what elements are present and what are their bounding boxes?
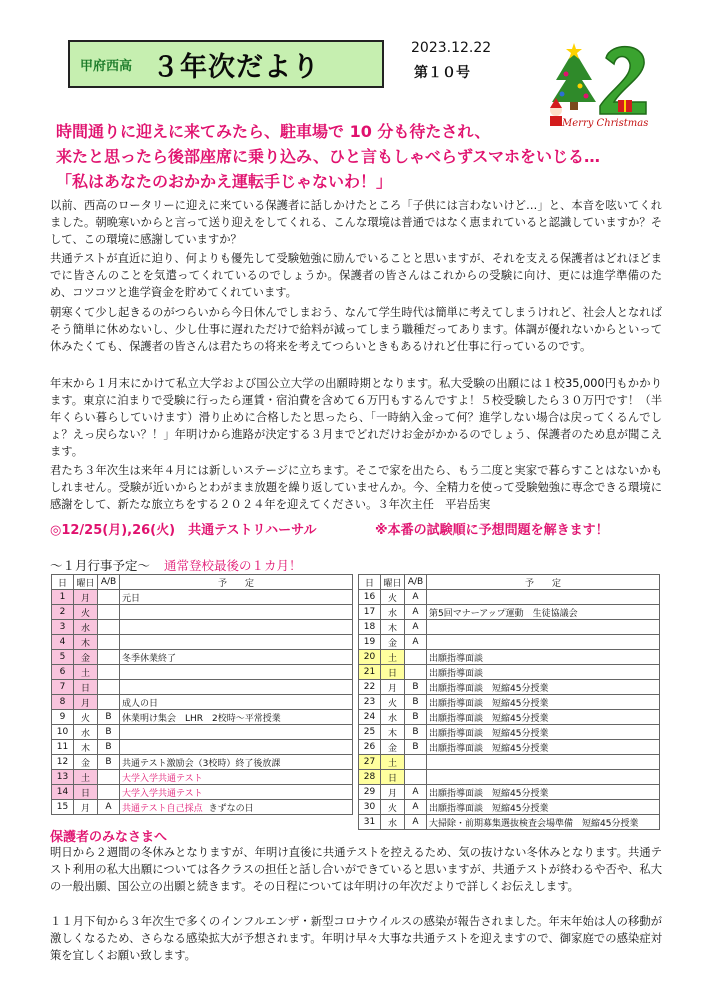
weekday-cell: 土 bbox=[381, 650, 405, 665]
schedule-cell bbox=[120, 785, 353, 800]
schedule-cell bbox=[120, 800, 353, 815]
table-row bbox=[359, 665, 660, 680]
schedule-cell bbox=[120, 740, 353, 755]
day-cell: 8 bbox=[52, 695, 74, 710]
day-cell: 20 bbox=[359, 650, 381, 665]
schedule-text: 休業明け集会 LHR 2校時～平常授業 bbox=[122, 713, 281, 724]
header-day: 日 bbox=[359, 575, 381, 590]
schedule-cell bbox=[120, 665, 353, 680]
ab-cell: B bbox=[405, 680, 427, 695]
day-cell: 21 bbox=[359, 665, 381, 680]
day-cell: 31 bbox=[359, 815, 381, 830]
weekday-cell: 月 bbox=[381, 680, 405, 695]
schedule-text: 出願指導面談 bbox=[429, 653, 484, 664]
weekday-cell: 火 bbox=[74, 710, 98, 725]
ab-cell: B bbox=[98, 755, 120, 770]
weekday-cell: 日 bbox=[381, 770, 405, 785]
guardians-heading: 保護者のみなさまへ bbox=[50, 830, 168, 845]
day-cell: 2 bbox=[52, 605, 74, 620]
day-cell: 6 bbox=[52, 665, 74, 680]
schedule-text: 冬季休業終了 bbox=[122, 653, 177, 664]
issue-number: 第１０号 bbox=[414, 65, 470, 81]
table-row bbox=[52, 620, 353, 635]
schedule-text: 大掃除・前期募集選抜検査会場準備 短縮45分授業 bbox=[429, 818, 639, 829]
schedule-text: 出願指導面談 短縮45分授業 bbox=[429, 728, 549, 739]
ab-cell bbox=[98, 770, 120, 785]
schedule-cell bbox=[427, 710, 660, 725]
headline-line-2: 来たと思ったら後部座席に乗り込み、ひと言もしゃべらずスマホをいじる… bbox=[56, 147, 601, 166]
weekday-cell: 金 bbox=[381, 635, 405, 650]
schedule-cell bbox=[120, 605, 353, 620]
table-header-row bbox=[52, 575, 353, 590]
weekday-cell: 木 bbox=[74, 740, 98, 755]
schedule-text: 出願指導面談 短縮45分授業 bbox=[429, 803, 549, 814]
schedule-text: 大学入学共通テスト bbox=[122, 773, 203, 784]
header-schedule: 予 定 bbox=[427, 575, 660, 590]
events-title: ～１月行事予定～ bbox=[50, 558, 151, 573]
day-cell: 15 bbox=[52, 800, 74, 815]
ab-cell bbox=[98, 650, 120, 665]
rehearsal-notice bbox=[50, 519, 670, 538]
day-cell: 12 bbox=[52, 755, 74, 770]
day-cell: 19 bbox=[359, 635, 381, 650]
schedule-cell bbox=[427, 650, 660, 665]
table-row bbox=[359, 695, 660, 710]
schedule-text: 成人の日 bbox=[122, 698, 159, 709]
day-cell: 16 bbox=[359, 590, 381, 605]
schedule-text: 出願指導面談 bbox=[429, 668, 484, 679]
table-row bbox=[52, 800, 353, 815]
table-row bbox=[359, 650, 660, 665]
schedule-cell bbox=[427, 695, 660, 710]
merry-christmas-text: Merry Christmas bbox=[562, 118, 649, 129]
ab-cell bbox=[98, 680, 120, 695]
ab-cell bbox=[405, 650, 427, 665]
table-row bbox=[359, 770, 660, 785]
ab-cell: A bbox=[405, 800, 427, 815]
schedule-cell bbox=[427, 725, 660, 740]
schedule-text: 出願指導面談 短縮45分授業 bbox=[429, 683, 549, 694]
ab-cell: A bbox=[405, 815, 427, 830]
weekday-cell: 水 bbox=[381, 815, 405, 830]
paragraph-2: 共通テストが直近に迫り、何よりも優先して受験勉強に励んでいることと思いますが、それを支える保護者はどれほどまでに皆さんのことを気遣ってくれているのでしょうか。保護者の皆さんはこれからの受験に向け、更には進学準備のため、コツコツと進学資金を貯めてくれています。 bbox=[50, 252, 662, 299]
ab-cell: B bbox=[98, 740, 120, 755]
events-subtitle: 通常登校最後の１カ月！ bbox=[164, 558, 302, 573]
table-row bbox=[359, 755, 660, 770]
schedule-cell bbox=[120, 710, 353, 725]
ab-cell: B bbox=[98, 710, 120, 725]
schedule-cell bbox=[427, 605, 660, 620]
schedule-cell bbox=[427, 815, 660, 830]
table-row bbox=[52, 665, 353, 680]
rehearsal-date: ◎12/25(月),26(火) 共通テストリハーサル bbox=[50, 523, 317, 538]
weekday-cell: 日 bbox=[381, 665, 405, 680]
header-weekday: 曜日 bbox=[74, 575, 98, 590]
day-cell: 1 bbox=[52, 590, 74, 605]
schedule-cell bbox=[120, 755, 353, 770]
weekday-cell: 木 bbox=[381, 725, 405, 740]
day-cell: 5 bbox=[52, 650, 74, 665]
schedule-extra-text: きずなの日 bbox=[208, 803, 254, 814]
schedule-cell bbox=[427, 740, 660, 755]
weekday-cell: 月 bbox=[381, 785, 405, 800]
ab-cell bbox=[98, 635, 120, 650]
newsletter-title: ３年次だより bbox=[152, 51, 321, 83]
header-day: 日 bbox=[52, 575, 74, 590]
ab-cell: A bbox=[405, 605, 427, 620]
ab-cell bbox=[405, 665, 427, 680]
issue-date: 2023.12.22 bbox=[411, 40, 492, 56]
schedule-cell bbox=[120, 635, 353, 650]
ab-cell: A bbox=[405, 785, 427, 800]
day-cell: 24 bbox=[359, 710, 381, 725]
weekday-cell: 金 bbox=[381, 740, 405, 755]
schedule-cell bbox=[427, 620, 660, 635]
table-row bbox=[359, 815, 660, 830]
paragraph-1: 以前、西高のロータリーに迎えに来ている保護者に話しかけたところ「子供には言わないけど…」と、本音を呟いてくれました。朝晩寒いからと言って送り迎えをしてくれる、こんな環境は普通ではなく恵まれていると認識していますか？そして、この環境に感謝していますか？ bbox=[50, 199, 662, 246]
schedule-text: 元日 bbox=[122, 593, 141, 604]
schedule-text: 大学入学共通テスト bbox=[122, 788, 203, 799]
schedule-text: 出願指導面談 短縮45分授業 bbox=[429, 713, 549, 724]
headline-line-1: 時間通りに迎えに来てみたら、駐車場で 10 分も待たされ、 bbox=[56, 122, 491, 141]
schedule-cell bbox=[427, 680, 660, 695]
ab-cell: A bbox=[405, 590, 427, 605]
day-cell: 14 bbox=[52, 785, 74, 800]
schedule-text: 出願指導面談 短縮45分授業 bbox=[429, 698, 549, 709]
table-row bbox=[359, 620, 660, 635]
table-row bbox=[359, 710, 660, 725]
christmas-illustration bbox=[548, 40, 658, 130]
weekday-cell: 火 bbox=[381, 695, 405, 710]
schedule-cell bbox=[120, 695, 353, 710]
day-cell: 26 bbox=[359, 740, 381, 755]
events-heading bbox=[50, 556, 302, 574]
table-row bbox=[359, 800, 660, 815]
ab-cell bbox=[98, 785, 120, 800]
weekday-cell: 土 bbox=[74, 770, 98, 785]
day-cell: 18 bbox=[359, 620, 381, 635]
day-cell: 22 bbox=[359, 680, 381, 695]
schedule-cell bbox=[120, 590, 353, 605]
ab-cell bbox=[98, 605, 120, 620]
ab-cell: B bbox=[405, 740, 427, 755]
ab-cell: B bbox=[405, 725, 427, 740]
ab-cell bbox=[98, 665, 120, 680]
weekday-cell: 日 bbox=[74, 680, 98, 695]
weekday-cell: 土 bbox=[74, 665, 98, 680]
header-schedule: 予 定 bbox=[120, 575, 353, 590]
table-row bbox=[52, 680, 353, 695]
ab-cell bbox=[98, 620, 120, 635]
events-table-right bbox=[358, 574, 660, 830]
schedule-cell bbox=[427, 665, 660, 680]
table-row bbox=[52, 695, 353, 710]
weekday-cell: 水 bbox=[381, 710, 405, 725]
guardians-paragraph-1: 明日から２週間の冬休みとなりますが、年明け直後に共通テストを控えるため、気の抜けない冬休みとなります。共通テスト利用の私大出願については各クラスの担任と話し合いができていると思いますが、共通テストが終わるや否や、私大の一般出願、国公立の出願と続きます。その日程については年明けの年次だよりで詳しくお伝えします。 bbox=[50, 846, 662, 893]
weekday-cell: 火 bbox=[74, 605, 98, 620]
weekday-cell: 火 bbox=[381, 590, 405, 605]
ab-cell: A bbox=[98, 800, 120, 815]
newsletter-title-box bbox=[68, 40, 384, 88]
events-table-left bbox=[51, 574, 353, 815]
weekday-cell: 火 bbox=[381, 800, 405, 815]
table-row bbox=[359, 680, 660, 695]
day-cell: 29 bbox=[359, 785, 381, 800]
schedule-cell bbox=[427, 590, 660, 605]
table-row bbox=[52, 785, 353, 800]
table-header-row bbox=[359, 575, 660, 590]
ab-cell: B bbox=[405, 695, 427, 710]
weekday-cell: 木 bbox=[381, 620, 405, 635]
ab-cell bbox=[405, 755, 427, 770]
day-cell: 10 bbox=[52, 725, 74, 740]
schedule-cell bbox=[120, 725, 353, 740]
ab-cell bbox=[405, 770, 427, 785]
headline bbox=[56, 119, 676, 194]
day-cell: 13 bbox=[52, 770, 74, 785]
table-row bbox=[359, 740, 660, 755]
weekday-cell: 水 bbox=[74, 620, 98, 635]
table-row bbox=[52, 710, 353, 725]
weekday-cell: 月 bbox=[74, 800, 98, 815]
weekday-cell: 水 bbox=[381, 605, 405, 620]
rehearsal-note: ※本番の試験順に予想問題を解きます！ bbox=[375, 523, 609, 538]
weekday-cell: 木 bbox=[74, 635, 98, 650]
table-row bbox=[52, 725, 353, 740]
paragraph-4: 年末から１月末にかけて私立大学および国公立大学の出願時期となります。私大受験の出願には１校35,000円もかかります。東京に泊まりで受験に行ったら運賃・宿泊費を含めて６万円もするんですよ！５校受験したら３０万円です！（半年くらい暮らしていけます）滑り止めに合格したと思ったら、「一時納入金って何？進学しない場合は戻ってくるんでしょ？えっ戻らない？！」年明けから進路が決定する３月までどれだけお金がかかるのでしょう、保護者のため息が聞こえます。 bbox=[50, 377, 662, 458]
ab-cell bbox=[98, 590, 120, 605]
table-row bbox=[52, 635, 353, 650]
day-cell: 17 bbox=[359, 605, 381, 620]
ab-cell: A bbox=[405, 620, 427, 635]
day-cell: 9 bbox=[52, 710, 74, 725]
day-cell: 4 bbox=[52, 635, 74, 650]
day-cell: 28 bbox=[359, 770, 381, 785]
headline-line-3: 「私はあなたのおかかえ運転手じゃないわ！」 bbox=[56, 172, 393, 191]
table-row bbox=[359, 605, 660, 620]
day-cell: 23 bbox=[359, 695, 381, 710]
paragraph-3: 朝寒くて少し起きるのがつらいから今日休んでしまおう、なんて学生時代は簡単に考えてしまうけれど、社会人となればそう簡単に休めないし、少し仕事に遅れただけで給料が減ってしまう職種だってあります。体調が優れないからといって休みたくても、保護者の皆さんは君たちの将来を考えてつらいときもあるけれど仕事に行っているのです。 bbox=[50, 306, 662, 353]
schedule-text: 第5回マナーアップ運動 生徒協議会 bbox=[429, 608, 578, 619]
weekday-cell: 金 bbox=[74, 650, 98, 665]
schedule-cell bbox=[120, 620, 353, 635]
schedule-text: 共通テスト自己採点 bbox=[122, 803, 203, 814]
weekday-cell: 日 bbox=[74, 785, 98, 800]
weekday-cell: 水 bbox=[74, 725, 98, 740]
table-row bbox=[359, 590, 660, 605]
weekday-cell: 金 bbox=[74, 755, 98, 770]
schedule-cell bbox=[427, 800, 660, 815]
day-cell: 7 bbox=[52, 680, 74, 695]
table-row bbox=[359, 725, 660, 740]
day-cell: 11 bbox=[52, 740, 74, 755]
table-row bbox=[52, 650, 353, 665]
table-row bbox=[359, 785, 660, 800]
weekday-cell: 土 bbox=[381, 755, 405, 770]
guardians-paragraph-2: １１月下旬から３年次生で多くのインフルエンザ・新型コロナウイルスの感染が報告されました。年末年始は人の移動が激しくなるため、さらなる感染拡大が予想されます。年明け早々大事な共通テストを迎えますので、御家庭での感染症対策を宜しくお願い致します。 bbox=[50, 915, 662, 962]
schedule-cell bbox=[427, 755, 660, 770]
ab-cell: B bbox=[98, 725, 120, 740]
ab-cell bbox=[98, 695, 120, 710]
schedule-cell bbox=[427, 635, 660, 650]
day-cell: 27 bbox=[359, 755, 381, 770]
table-row bbox=[52, 590, 353, 605]
day-cell: 3 bbox=[52, 620, 74, 635]
schedule-cell bbox=[427, 785, 660, 800]
paragraph-5: 君たち３年次生は来年４月には新しいステージに立ちます。そこで家を出たら、もう二度と実家で暮らすことはないかもしれません。受験が近いからとわがまま放題を繰り返していませんか。今、全精力を使って受験勉強に専念できる環境に感謝をして、新たな旅立ちをする２０２４年を迎えてください。３年次主任 平岩岳実 bbox=[50, 464, 662, 511]
school-name: 甲府西高 bbox=[80, 58, 133, 74]
day-cell: 25 bbox=[359, 725, 381, 740]
header-weekday: 曜日 bbox=[381, 575, 405, 590]
schedule-cell bbox=[120, 650, 353, 665]
weekday-cell: 月 bbox=[74, 695, 98, 710]
schedule-text: 出願指導面談 短縮45分授業 bbox=[429, 788, 549, 799]
table-row bbox=[52, 605, 353, 620]
ab-cell: A bbox=[405, 635, 427, 650]
schedule-cell bbox=[120, 770, 353, 785]
header-ab: A/B bbox=[98, 575, 120, 590]
header-ab: A/B bbox=[405, 575, 427, 590]
table-row bbox=[359, 635, 660, 650]
table-row bbox=[52, 740, 353, 755]
schedule-text: 共通テスト激励会（3校時）終了後放課 bbox=[122, 758, 281, 769]
weekday-cell: 月 bbox=[74, 590, 98, 605]
table-row bbox=[52, 770, 353, 785]
schedule-cell bbox=[120, 680, 353, 695]
day-cell: 30 bbox=[359, 800, 381, 815]
schedule-text: 出願指導面談 短縮45分授業 bbox=[429, 743, 549, 754]
table-row bbox=[52, 755, 353, 770]
schedule-cell bbox=[427, 770, 660, 785]
ab-cell: B bbox=[405, 710, 427, 725]
